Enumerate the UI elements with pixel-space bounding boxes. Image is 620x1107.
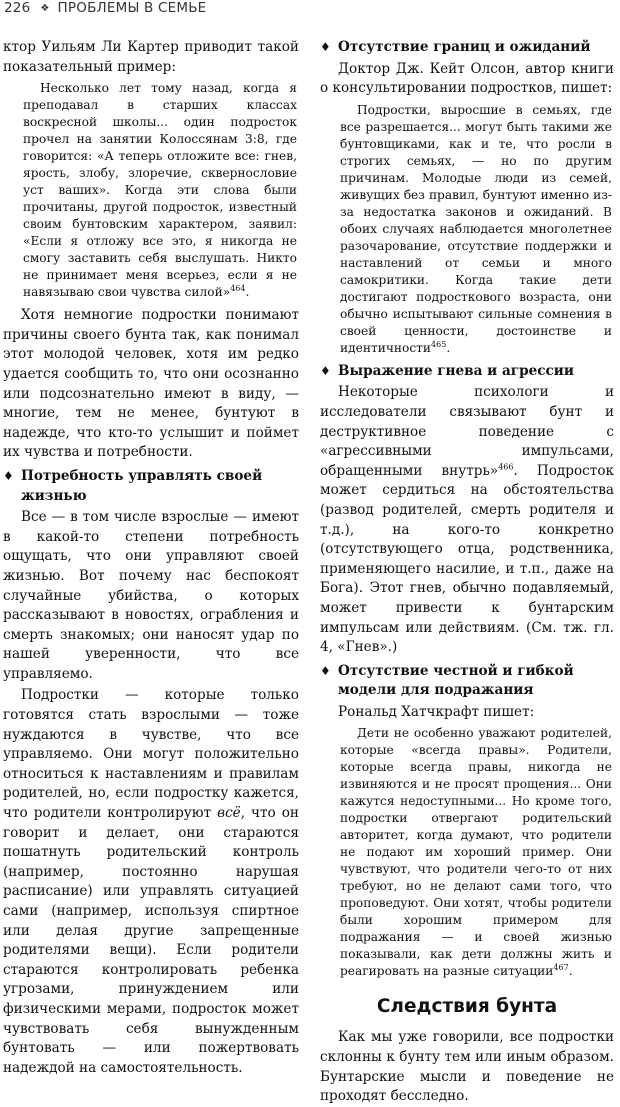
section-title: Следствия бунта — [376, 996, 558, 1018]
page-number: 226 — [4, 0, 31, 16]
emphasis-text: всё — [217, 805, 241, 822]
paragraph-everyone: Все — в том числе взрослые — имеют в какой-то степени потребность ощущать, что они управляют своей жизнью. Вот почему нас беспокоят случайные убийства, о которых рассказывают в новостях, ограбления и смерть знакомых; они наносят удар по нашей уверенности, что все управляемо. — [3, 509, 299, 682]
paragraph-consequences: Как мы уже говорили, все подростки склонны к бунту тем или иным образом. Бунтарские мысли и поведение не проходят бесследно. — [320, 1029, 614, 1105]
running-title: ПРОБЛЕМЫ В СЕМЬЕ — [57, 0, 207, 16]
paragraph-text: . Подросток может сердиться на обстоятельства (развод родителей, смерть родителя и т.д.), на кого-то конкретно (отсутствующего отца, родственника, применяющего насилие, и т.п., даже на Бога). Этот гнев, обычно подавляемый, может привести к бунтарским импульсам или действиям. (См. тж. гл. 4, «Гнев».) — [320, 462, 614, 656]
paragraph-olson: Доктор Дж. Кейт Олсон, автор книги о консультировании подростков, пишет: — [320, 60, 614, 97]
block-quote-carter: Несколько лет тому назад, когда я преподавал в старших классах воскресной школы... один подросток прочел на занятии Колоссянам 3:8, где говорится: «А теперь отложите все: гнев, ярость, злобу, злоречие, сквернословие уст ваших». Когда эти слова были прочитаны, другой подросток, известный своим бунтовским характером, заявил: «Если я отложу все это, я никогда не смогу заставить себя выслушать. Никто не принимает меня всерьез, если я не навязываю свои чувства силой»$^{464}$. — [23, 81, 297, 300]
paragraph-understanding: Хотя немногие подростки понимают причины своего бунта так, как понимал этот молодой человек, хотя им редко удается сообщить то, что они осознанно или подсознательно имеют в виду, — многие, тем не менее, бунтуют в надежде, что кто-то услышит и поймет их чувства и потребности. — [3, 307, 299, 461]
quote-text: Подростки, выросшие в семьях, где все разрешается... могут быть такими же бунтовщиками, как и те, что росли в строгих семьях, — но по другим причинам. Молодые люди из семей, живущих без правил, бунтуют именно из-за недостатка законов и ожиданий. В обоих случаях наблюдается многолетнее разочарование, отсутствие поддержки и наставлений от семьи и много самокритики. Когда такие дети достигают подросткового возраста, они обычно испытывают сильные сомнения в своей ценности, достоинстве и идентичности — [340, 102, 612, 355]
paragraph-text: Подростки — которые только готовятся стать взрослыми — тоже нуждаются в чувстве, что все управляемо. Они могут положительно относиться к наставлениям и правилам родителей, но, если подростку кажется, что родители контролируют — [3, 687, 299, 822]
paragraph-teenagers — [3, 686, 299, 1078]
diamond-bullet-icon: ♦ — [320, 363, 331, 378]
subheading-text: Потребность управлять своей жизнью — [21, 467, 263, 504]
paragraph-hutchcraft: Рональд Хатчкрафт пишет: — [338, 703, 535, 720]
quote-text: Дети не особенно уважают родителей, которые «всегда правы». Родители, которые всегда правы, никогда не извиняются и не просят прощения... Они кажутся недоступными... Но кроме того, подростки отвергают родительский авторитет, когда думают, что родители не подают им хороший пример. Они чувствуют, что родители чего-то от них требуют, но не делают сами того, что проповедуют. Они хотят, чтобы родители были хорошим примером для подражания — и своей жизнью показывали, как дети должны жить и реагировать на разные ситуации — [340, 726, 612, 979]
subheading-text: Отсутствие честной и гибкой модели для подражания — [338, 662, 574, 699]
block-quote-olson: Подростки, выросшие в семьях, где все разрешается... могут быть такими же бунтовщиками, как и те, что росли в строгих семьях, — но по другим причинам. Молодые люди из семей, живущих без правил, бунтуют именно из-за недостатка законов и ожиданий. В обоих случаях наблюдается многолетнее разочарование, отсутствие поддержки и наставлений от семьи и много самокритики. Когда такие дети достигают подросткового возраста, они обычно испытывают сильные сомнения в своей ценности, достоинстве и идентичности$^{465}$. — [340, 102, 612, 355]
running-header — [4, 0, 206, 20]
block-quote-hutchcraft: Дети не особенно уважают родителей, которые «всегда правы». Родители, которые всегда правы, никогда не извиняются и не просят прощения... Они кажутся недоступными... Но кроме того, подростки отвергают родительский авторитет, когда думают, что родители не подают им хороший пример. Они чувствуют, что родители чего-то от них требуют, но не делают сами того, что проповедуют. Они хотят, чтобы родители были хорошим примером для подражания — и своей жизнью показывали, как дети должны жить и реагировать на разные ситуации$^{467}$. — [340, 726, 612, 979]
paragraph-text: , что он говорит и делает, они стараются пошатнуть родительский контроль (например, постоянно нарушая расписание) или управлять ситуацией сами (например, используя спиртное или делая другие запрещенные родителями вещи). Если родители стараются контролировать ребенка угрозами, принуждением или физическими мерами, подросток может чувствовать себя вынужденным бунтовать — или пожертвовать надеждой на самостоятельность. — [3, 805, 299, 1076]
ornament-icon: ❖ — [40, 3, 50, 14]
quote-text: Несколько лет тому назад, когда я преподавал в старших классах воскресной школы... один подросток прочел на занятии Колоссянам 3:8, где говорится: «А теперь отложите все: гнев, ярость, злобу, злоречие, сквернословие уст ваших». Когда эти слова были прочитаны, другой подросток, известный своим бунтовским характером, заявил: «Если я отложу все это, я никогда не смогу заставить себя выслушать. Никто не принимает меня всерьез, если я не навязываю свои чувства силой» — [23, 81, 297, 300]
paragraph-aggression — [320, 383, 614, 657]
subheading-boundaries — [320, 38, 614, 58]
diamond-bullet-icon: ♦ — [320, 40, 331, 54]
subheading-role-model — [320, 662, 614, 701]
footnote-ref: 467 — [553, 963, 569, 973]
footnote-ref: 466 — [498, 462, 514, 472]
paragraph-text: Некоторые психологи и исследователи связывают бунт и деструктивное поведение с «агрессивными импульсами, обращенными внутрь» — [320, 384, 614, 479]
paragraph-intro: ктор Уильям Ли Картер приводит такой показательный пример: — [3, 39, 299, 75]
diamond-bullet-icon: ♦ — [3, 468, 14, 483]
right-column — [320, 38, 614, 1107]
diamond-bullet-icon: ♦ — [320, 663, 331, 678]
footnote-ref: 464 — [230, 284, 246, 294]
left-column — [3, 38, 299, 1078]
subheading-text: Отсутствие границ и ожиданий — [338, 39, 591, 55]
footnote-ref: 465 — [431, 339, 447, 349]
subheading-anger — [320, 362, 614, 382]
subheading-text: Выражение гнева и агрессии — [338, 362, 574, 379]
subheading-control — [3, 467, 299, 506]
